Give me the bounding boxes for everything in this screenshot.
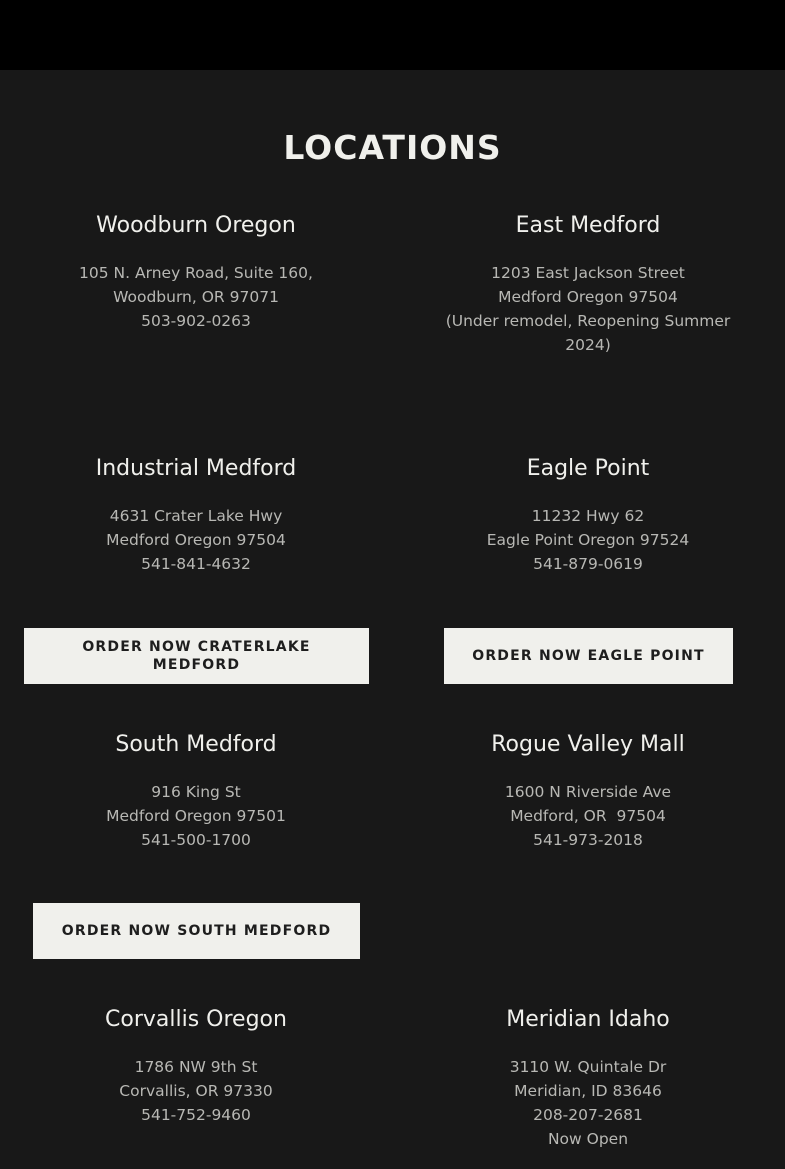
order-now-craterlake-button[interactable]: ORDER NOW CRATERLAKE MEDFORD — [24, 628, 369, 684]
address-line: 1600 N Riverside Ave — [504, 783, 672, 801]
address-line: Woodburn, OR 97071 — [113, 288, 279, 306]
location-address — [0, 504, 392, 576]
location-corvallis — [0, 1005, 392, 1127]
location-address — [0, 1055, 392, 1127]
page-title: LOCATIONS — [283, 128, 502, 167]
address-line: Eagle Point Oregon 97524 — [486, 531, 690, 549]
address-line: 1786 NW 9th St — [134, 1058, 258, 1076]
address-line: 1203 East Jackson Street — [491, 264, 685, 282]
location-address — [392, 1055, 784, 1151]
location-name: Eagle Point — [526, 456, 650, 481]
phone-number[interactable]: 208-207-2681 — [533, 1106, 643, 1124]
address-line: Medford Oregon 97504 — [106, 531, 286, 549]
address-line: 105 N. Arney Road, Suite 160, — [79, 264, 313, 282]
order-now-south-medford-button[interactable]: ORDER NOW SOUTH MEDFORD — [33, 903, 360, 959]
phone-number[interactable]: 541-879-0619 — [533, 555, 643, 573]
location-address — [0, 780, 392, 852]
phone-number[interactable]: 541-500-1700 — [141, 831, 251, 849]
status-note: (Under remodel, Reopening Summer 2024) — [445, 312, 731, 354]
location-name: South Medford — [115, 732, 277, 757]
location-name: Corvallis Oregon — [105, 1007, 287, 1032]
location-south-medford — [0, 730, 392, 852]
location-name: Industrial Medford — [95, 456, 297, 481]
address-line: 11232 Hwy 62 — [531, 507, 645, 525]
phone-number[interactable]: 541-752-9460 — [141, 1106, 251, 1124]
location-woodburn — [0, 211, 392, 333]
address-line: Medford, OR 97504 — [510, 807, 666, 825]
location-address — [392, 780, 784, 852]
top-bar — [0, 0, 785, 70]
address-line: Medford Oregon 97504 — [498, 288, 678, 306]
location-address — [0, 261, 392, 333]
address-line: Corvallis, OR 97330 — [119, 1082, 273, 1100]
location-meridian — [392, 1005, 784, 1151]
location-name: Meridian Idaho — [506, 1007, 670, 1032]
location-address — [392, 261, 784, 357]
phone-number[interactable]: 541-841-4632 — [141, 555, 251, 573]
phone-number[interactable]: 503-902-0263 — [141, 312, 251, 330]
location-rogue-valley-mall — [392, 730, 784, 852]
location-name: Woodburn Oregon — [96, 213, 296, 238]
address-line: 4631 Crater Lake Hwy — [109, 507, 283, 525]
phone-number[interactable]: 541-973-2018 — [533, 831, 643, 849]
location-name: Rogue Valley Mall — [491, 732, 685, 757]
order-now-eagle-point-button[interactable]: ORDER NOW EAGLE POINT — [444, 628, 733, 684]
location-name: East Medford — [515, 213, 661, 238]
address-line: Medford Oregon 97501 — [106, 807, 286, 825]
status-note: Now Open — [547, 1130, 629, 1148]
address-line: Meridian, ID 83646 — [514, 1082, 662, 1100]
location-eagle-point — [392, 454, 784, 576]
location-east-medford — [392, 211, 784, 357]
location-industrial-medford — [0, 454, 392, 576]
address-line: 916 King St — [151, 783, 241, 801]
location-address — [392, 504, 784, 576]
address-line: 3110 W. Quintale Dr — [509, 1058, 667, 1076]
